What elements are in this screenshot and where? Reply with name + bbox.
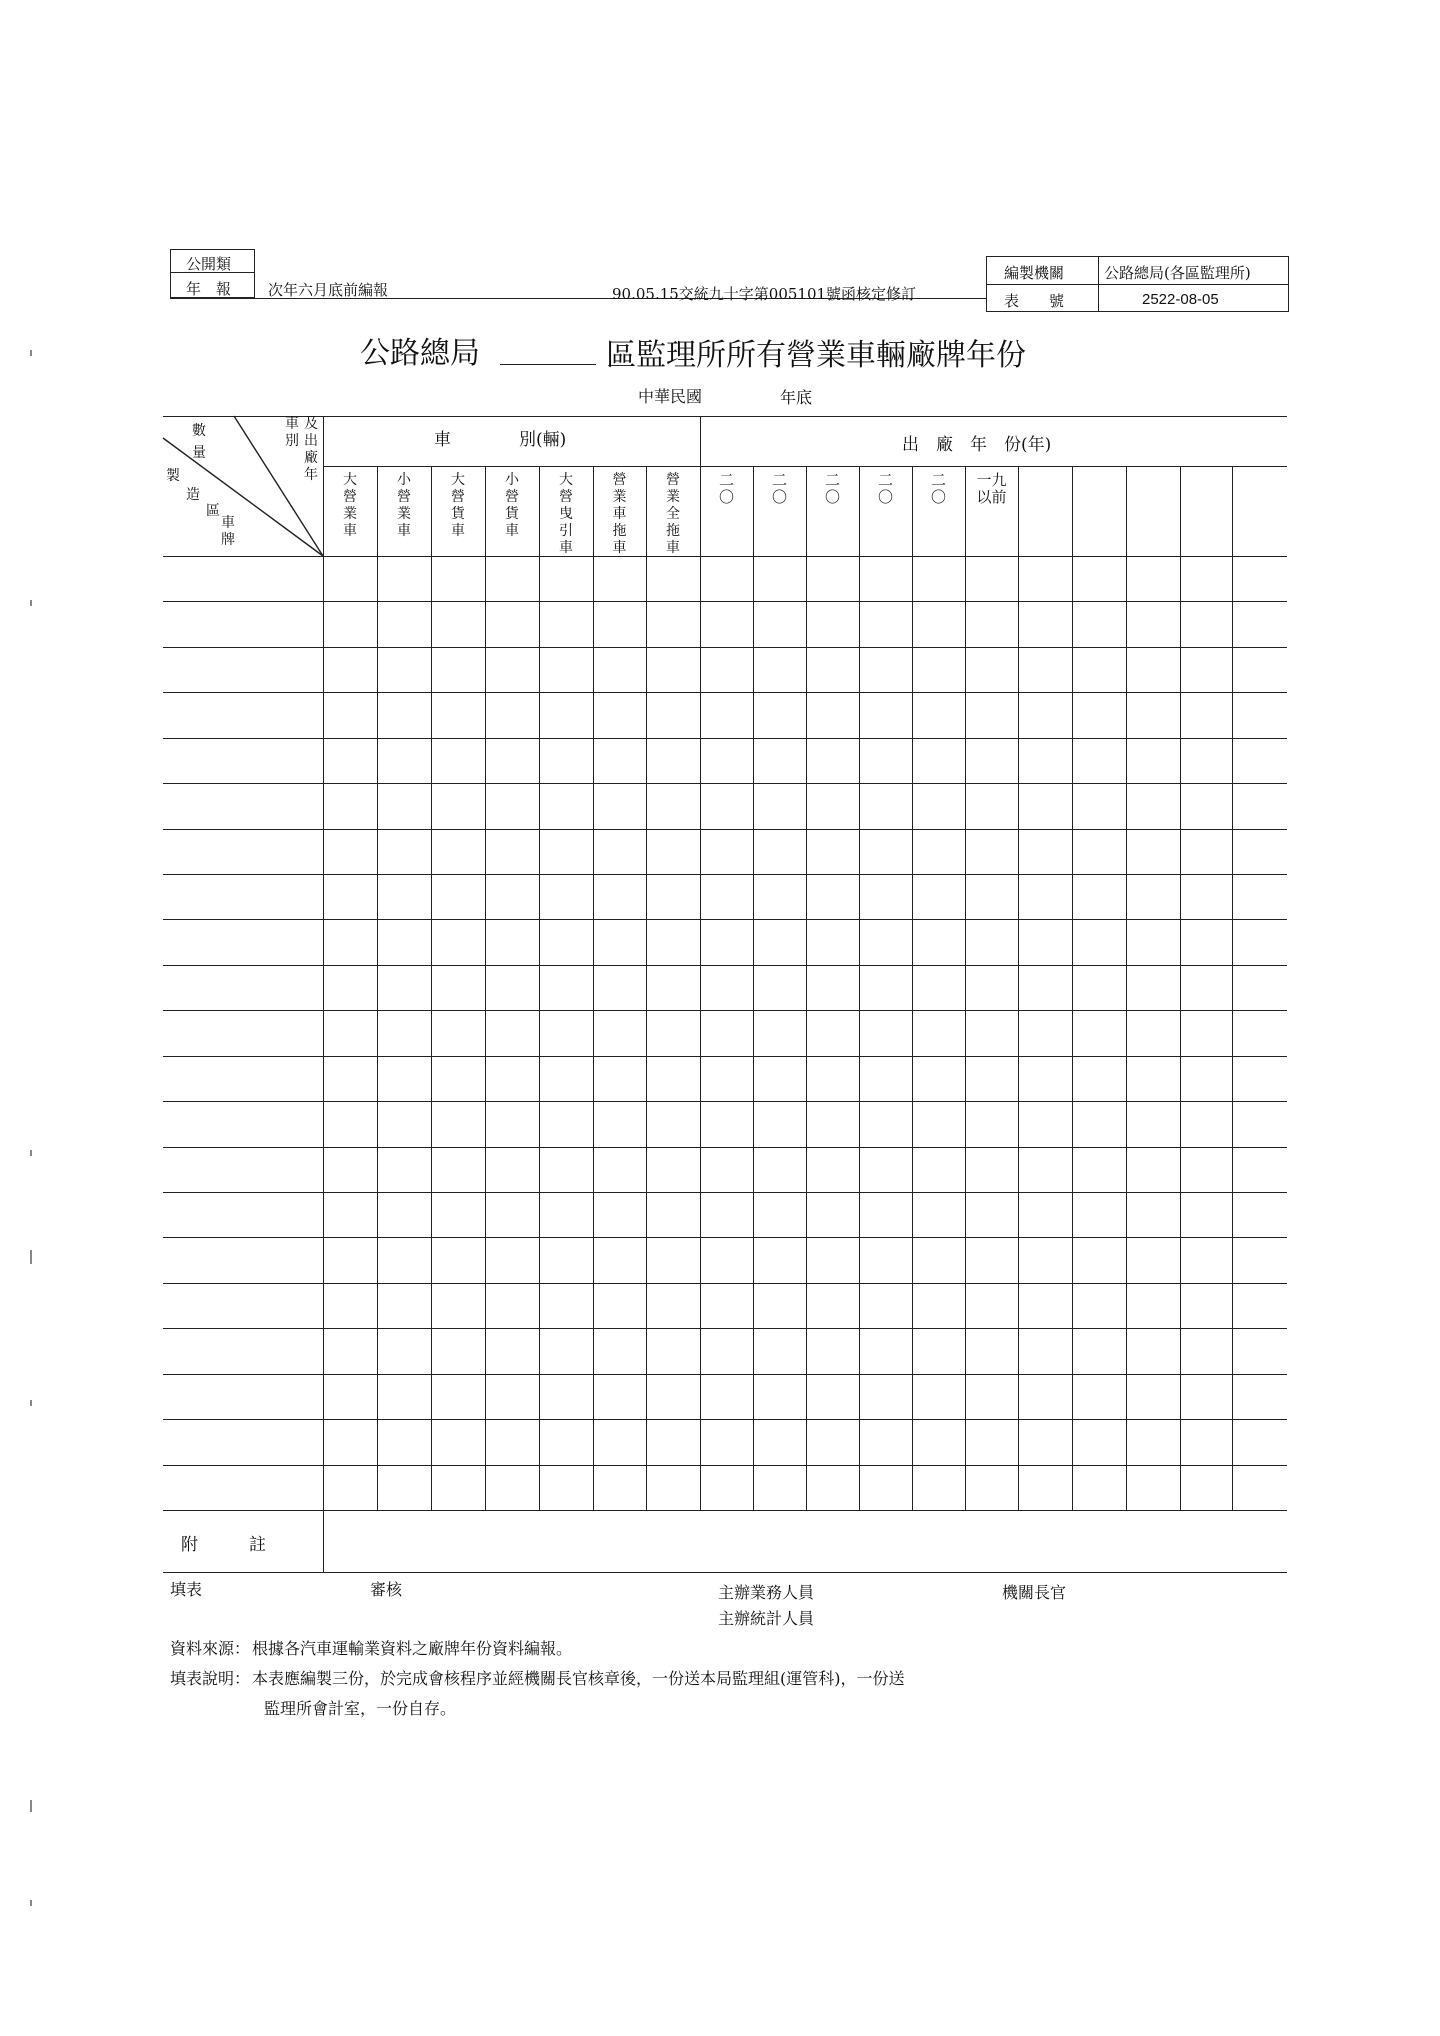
vehicle-col-header: 小營業車	[397, 472, 411, 539]
corner-origin: 製	[166, 468, 180, 484]
scan-speck	[30, 600, 32, 606]
corner-quantity: 數 量	[192, 423, 220, 461]
form-no-label: 表 號	[1004, 292, 1065, 310]
agency-value: 公路總局(各區監理所)	[1104, 264, 1251, 282]
vehicle-col-header: 大營曳引車	[559, 472, 573, 556]
group-vehicle: 車 別(輛)	[434, 430, 567, 450]
reviewer-label: 審核	[370, 1580, 403, 1599]
year-col-header: 二〇	[824, 471, 840, 506]
scan-speck	[30, 1150, 32, 1156]
instruction-label: 填表說明：	[170, 1669, 251, 1688]
remarks-label: 附 註	[181, 1535, 266, 1555]
vehicle-col-header: 大營貨車	[451, 472, 465, 539]
scan-speck	[30, 1400, 32, 1406]
year-col-header: 二〇	[877, 471, 893, 506]
stats-staff-label: 主辦統計人員	[718, 1609, 815, 1628]
filler-label: 填表	[170, 1580, 203, 1599]
class-label: 公開類	[186, 255, 232, 273]
group-year: 出 廠 年 份(年)	[902, 435, 1052, 455]
title-suffix: 區監理所所有營業車輛廠牌年份	[606, 338, 1026, 373]
business-staff-label: 主辦業務人員	[718, 1583, 815, 1602]
vehicle-col-header: 營業車拖車	[612, 472, 627, 556]
scan-speck	[30, 350, 32, 356]
title-prefix: 公路總局	[360, 336, 480, 371]
vehicle-col-header: 小營貨車	[505, 472, 519, 539]
corner-district: 區	[206, 503, 220, 519]
year-col-header: 一九以前	[976, 471, 1007, 506]
agency-label: 編製機關	[1004, 264, 1065, 282]
corner-area: 造	[186, 487, 200, 503]
vehicle-col-header: 營業全拖車	[666, 472, 680, 556]
corner-cat: 車別	[285, 416, 299, 449]
approval-ref: 90.05.15交統九十字第005101號函核定修訂	[612, 285, 917, 303]
period-era: 中華民國	[638, 387, 703, 406]
source-label: 資料來源：	[170, 1639, 251, 1658]
year-col-header: 二〇	[930, 471, 946, 506]
source-text: 根據各汽車運輸業資料之廠牌年份資料編報。	[252, 1639, 573, 1658]
instruction-text-1: 本表應編製三份，於完成會核程序並經機關長官核章後，一份送本局監理組(運管科)，一份送	[252, 1669, 905, 1688]
report-type: 年 報	[186, 280, 232, 298]
scan-speck	[30, 1800, 32, 1812]
deadline: 次年六月底前編報	[268, 281, 389, 299]
corner-and: 及出廠年	[304, 416, 318, 483]
year-col-header: 二〇	[771, 471, 787, 506]
scan-speck	[30, 1900, 32, 1906]
year-col-header: 二〇	[718, 471, 734, 506]
instruction-text-2: 監理所會計室，一份自存。	[264, 1699, 457, 1718]
head-label: 機關長官	[1002, 1583, 1067, 1602]
form-no-value: 2522-08-05	[1142, 291, 1219, 308]
corner-brand: 車 牌	[221, 515, 249, 548]
vehicle-col-header: 大營業車	[343, 472, 357, 539]
period-year-end: 年底	[780, 388, 813, 407]
scan-speck	[30, 1250, 32, 1264]
